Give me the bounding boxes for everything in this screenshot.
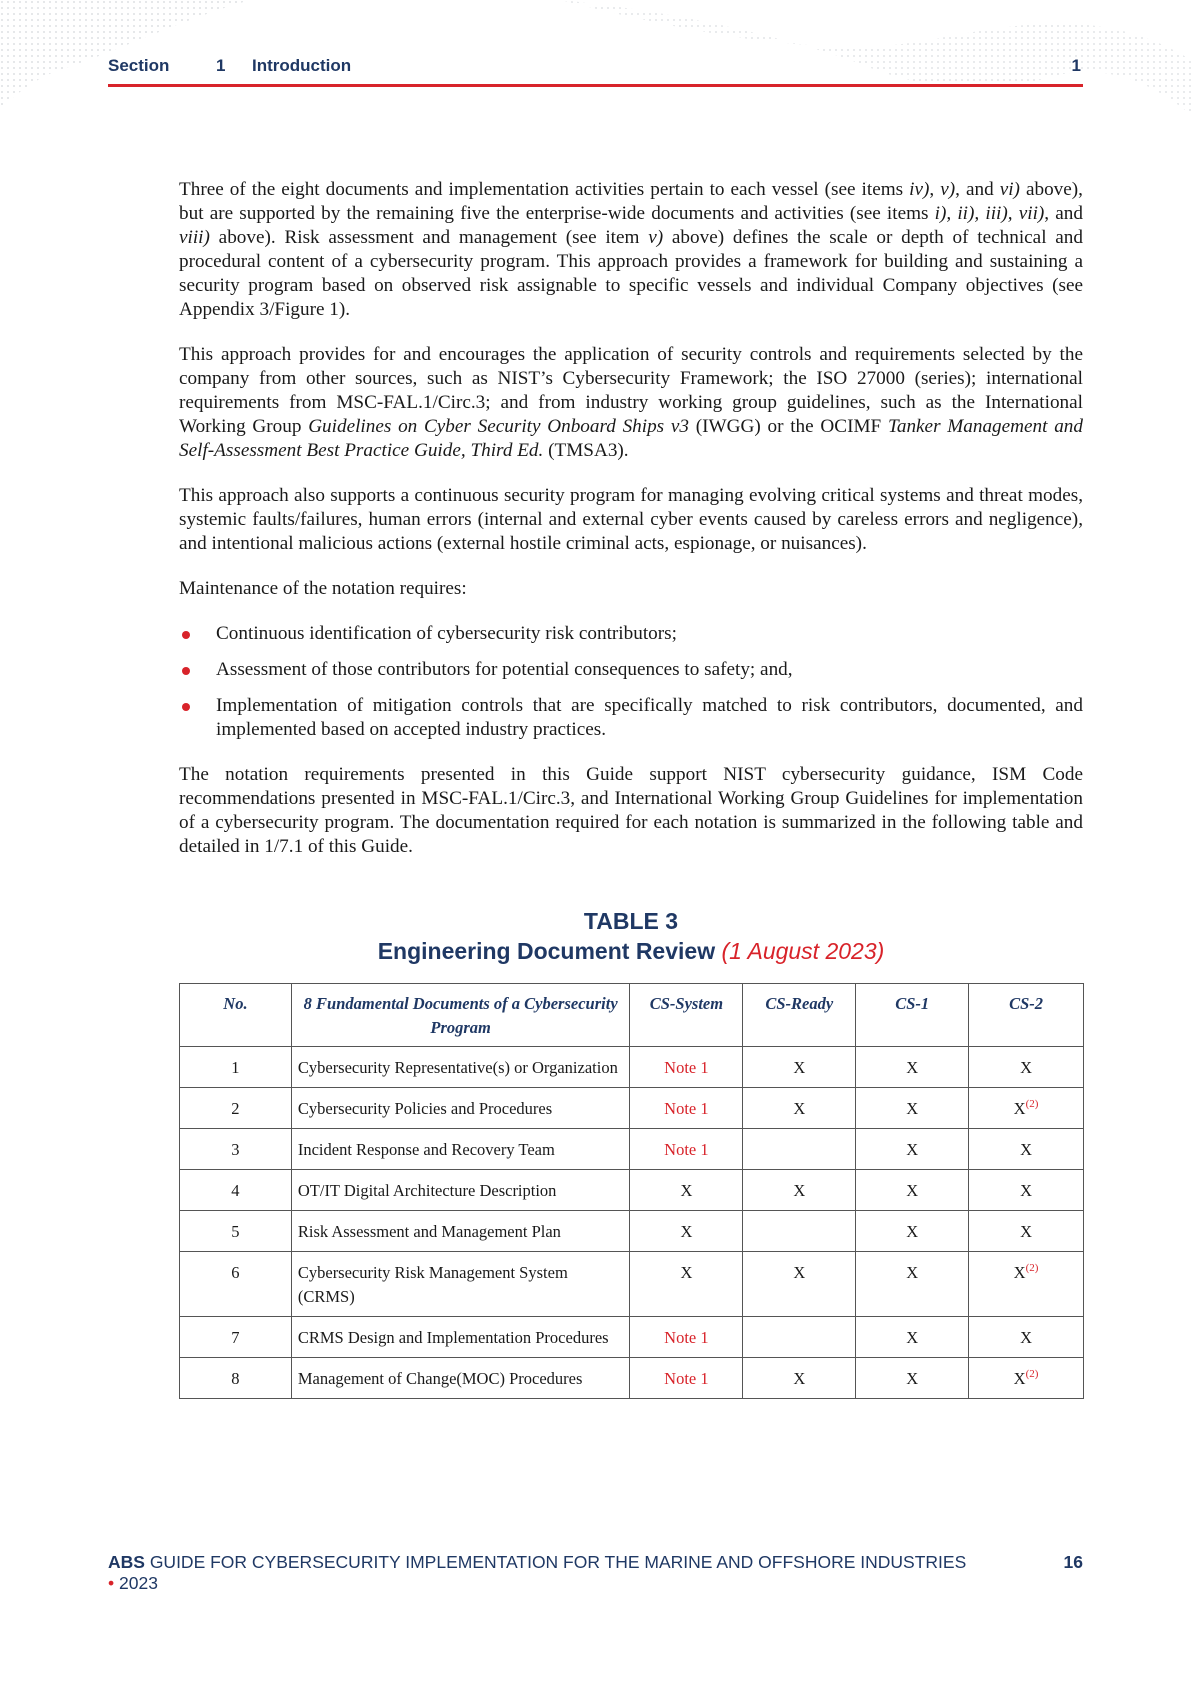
footnote-marker: (2) bbox=[1025, 1098, 1039, 1110]
table-caption bbox=[179, 906, 1083, 966]
bullet-dot-icon bbox=[182, 667, 190, 675]
paragraph-5: The notation requirements presented in this Guide support NIST cybersecurity guidance, ISM Code recommendations presented in MSC-FAL.1/Circ.3, and International Working Group Guidelines for implementation of a cybersecurity program. The documentation required for each notation is summarized in the following table and detailed in 1/7.1 of this Guide. bbox=[179, 764, 1083, 857]
body-text bbox=[179, 178, 1083, 880]
paragraph-4: Maintenance of the notation requires: bbox=[179, 578, 467, 599]
col-header-cs-1: CS-1 bbox=[856, 984, 969, 1047]
list-item: Continuous identification of cybersecurity risk contributors; bbox=[179, 622, 1083, 646]
table-row: 2 Cybersecurity Policies and Procedures Note 1 X X X$^{(2)}$ bbox=[180, 1088, 1084, 1129]
table-row: 7 CRMS Design and Implementation Procedures Note 1 X X bbox=[180, 1317, 1084, 1358]
table-row: 3 Incident Response and Recovery Team Note 1 X X bbox=[180, 1129, 1084, 1170]
footnote-marker: (2) bbox=[1025, 1262, 1039, 1274]
paragraph-2: This approach provides for and encourages the application of security controls and requirements selected by the company from other sources, such as NIST’s Cybersecurity Framework; the ISO 27000 (series); international requirements from MSC-FAL.1/Circ.3; and from industry working group guidelines, such as the International Working Group Guidelines on Cyber Security Onboard Ships v3 (IWGG) or the OCIMF Tanker Management and Self-Assessment Best Practice Guide, Third Ed. (TMSA3). bbox=[179, 344, 1083, 461]
footer-brand: ABS bbox=[108, 1552, 145, 1572]
col-header-cs-system: CS-System bbox=[630, 984, 743, 1047]
section-page-ref: 1 bbox=[1071, 56, 1081, 75]
table-label: TABLE 3 bbox=[583, 908, 679, 934]
engineering-document-table bbox=[179, 983, 1084, 1399]
page-number: 16 bbox=[1063, 1552, 1083, 1572]
footnote-marker: (2) bbox=[1025, 1368, 1039, 1380]
section-number: 1 bbox=[216, 56, 226, 75]
table-header-row bbox=[180, 984, 1084, 1047]
list-item: Implementation of mitigation controls that are specifically matched to risk contributors, documented, and implemented based on accepted industry practices. bbox=[179, 694, 1083, 742]
paragraph-3: This approach also supports a continuous security program for managing evolving critical systems and threat modes, systemic faults/failures, human errors (internal and external cyber events caused by careless errors and negligence), and intentional malicious actions (external hostile criminal acts, espionage, or nuisances). bbox=[179, 485, 1083, 554]
table-date: (1 August 2023) bbox=[721, 938, 885, 964]
footer-year: 2023 bbox=[119, 1573, 158, 1593]
requirements-list bbox=[179, 622, 1083, 742]
section-header bbox=[108, 54, 1083, 87]
footer-title: GUIDE FOR CYBERSECURITY IMPLEMENTATION FOR THE MARINE AND OFFSHORE INDUSTRIES bbox=[144, 1552, 967, 1572]
table-row: 4 OT/IT Digital Architecture Description X X X X bbox=[180, 1170, 1084, 1211]
table-row: 6 Cybersecurity Risk Management System (CRMS) X X X X$^{(2)}$ bbox=[180, 1252, 1084, 1317]
bullet-dot-icon bbox=[182, 631, 190, 639]
col-header-no: No. bbox=[180, 984, 292, 1047]
bullet-dot-icon bbox=[182, 703, 190, 711]
col-header-cs-ready: CS-Ready bbox=[743, 984, 856, 1047]
page-footer bbox=[108, 1552, 1083, 1594]
col-header-documents: 8 Fundamental Documents of a Cybersecurity Program bbox=[291, 984, 630, 1047]
section-label: Section bbox=[108, 56, 170, 75]
footer-bullet: • bbox=[108, 1573, 115, 1593]
col-header-cs-2: CS-2 bbox=[969, 984, 1084, 1047]
paragraph-1: Three of the eight documents and implementation activities pertain to each vessel (see items iv), v), and vi) above), but are supported by the remaining five the enterprise-wide documents and activities (see items i), ii), iii), vii), and viii) above). Risk assessment and management (see item v) above) defines the scale or depth of technical and procedural content of a cybersecurity program. This approach provides a framework for building and sustaining a security program based on observed risk assignable to specific vessels and individual Company objectives (see Appendix 3/Figure 1). bbox=[179, 179, 1083, 320]
section-title: Introduction bbox=[252, 56, 352, 75]
list-item: Assessment of those contributors for potential consequences to safety; and, bbox=[179, 658, 1083, 682]
table-row: 5 Risk Assessment and Management Plan X X X bbox=[180, 1211, 1084, 1252]
table-title: Engineering Document Review bbox=[377, 938, 716, 964]
table-row: 8 Management of Change(MOC) Procedures Note 1 X X X$^{(2)}$ bbox=[180, 1358, 1084, 1399]
table-row: 1 Cybersecurity Representative(s) or Organization Note 1 X X X bbox=[180, 1047, 1084, 1088]
